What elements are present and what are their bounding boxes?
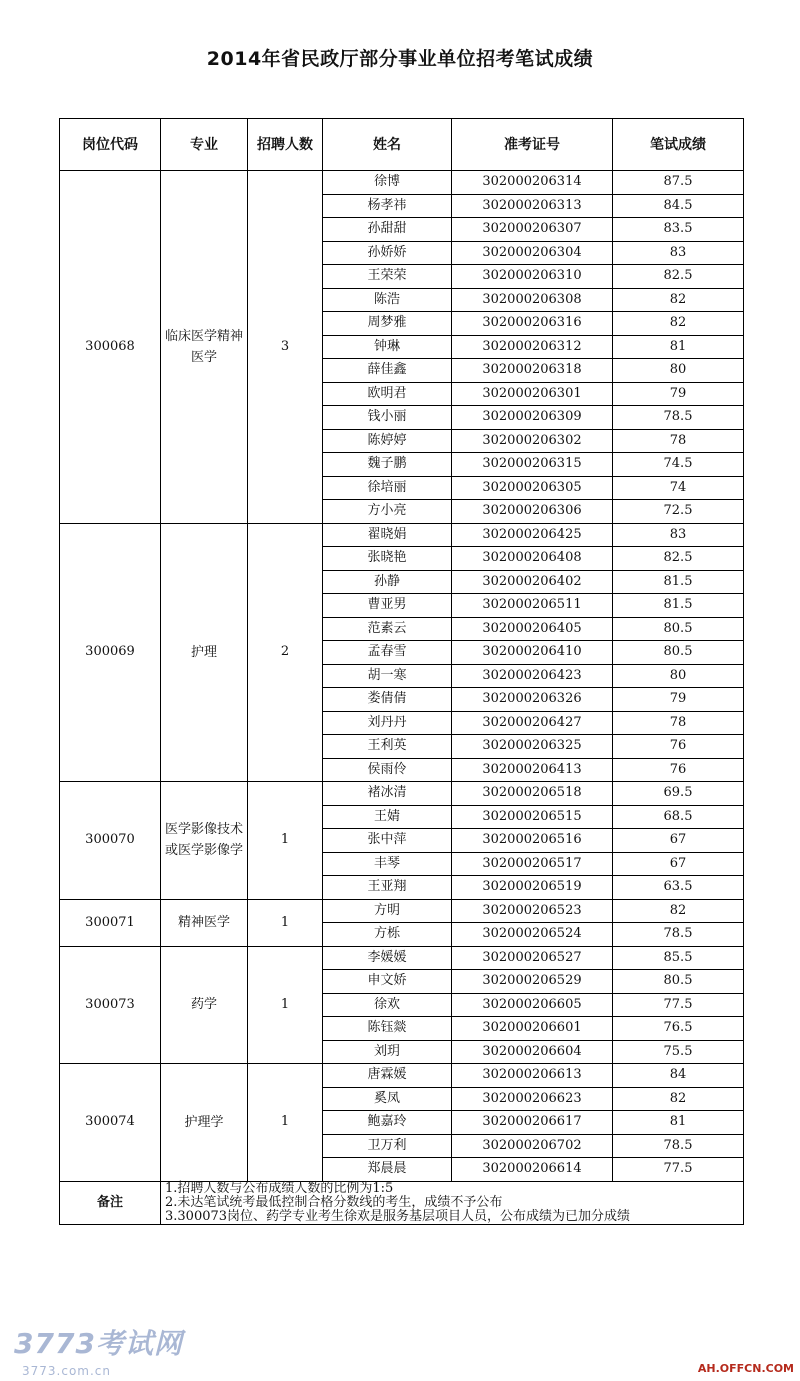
candidate-name-cell: 丰琴 — [323, 852, 452, 876]
candidate-score-cell: 79 — [613, 382, 744, 406]
group-quota-cell: 3 — [248, 171, 323, 524]
note-line: 2.未达笔试统考最低控制合格分数线的考生，成绩不予公布 — [165, 1194, 503, 1210]
candidate-score-cell: 78.5 — [613, 1134, 744, 1158]
candidate-exam-id-cell: 302000206405 — [452, 617, 613, 641]
table-row — [60, 171, 744, 195]
watermark-3773 — [14, 1322, 183, 1378]
candidate-name-cell: 陈婷婷 — [323, 429, 452, 453]
col-header-major: 专业 — [161, 119, 248, 171]
candidate-exam-id-cell: 302000206617 — [452, 1111, 613, 1135]
candidate-score-cell: 85.5 — [613, 946, 744, 970]
candidate-exam-id-cell: 302000206427 — [452, 711, 613, 735]
candidate-name-cell: 钱小丽 — [323, 406, 452, 430]
candidate-exam-id-cell: 302000206318 — [452, 359, 613, 383]
candidate-name-cell: 申文娇 — [323, 970, 452, 994]
candidate-exam-id-cell: 302000206423 — [452, 664, 613, 688]
group-major-cell: 医学影像技术或医学影像学 — [161, 782, 248, 900]
candidate-exam-id-cell: 302000206519 — [452, 876, 613, 900]
candidate-score-cell: 76 — [613, 735, 744, 759]
candidate-exam-id-cell: 302000206326 — [452, 688, 613, 712]
candidate-name-cell: 李媛媛 — [323, 946, 452, 970]
group-code-cell: 300069 — [60, 523, 161, 782]
candidate-name-cell: 孙甜甜 — [323, 218, 452, 242]
group-quota-cell: 1 — [248, 782, 323, 900]
candidate-score-cell: 80.5 — [613, 617, 744, 641]
candidate-score-cell: 84 — [613, 1064, 744, 1088]
candidate-name-cell: 陈钰燚 — [323, 1017, 452, 1041]
candidate-score-cell: 78.5 — [613, 923, 744, 947]
notes-row — [60, 1181, 744, 1224]
candidate-name-cell: 曹亚男 — [323, 594, 452, 618]
group-major-cell: 临床医学精神医学 — [161, 171, 248, 524]
group-code-cell: 300070 — [60, 782, 161, 900]
candidate-name-cell: 王荣荣 — [323, 265, 452, 289]
header-row — [60, 119, 744, 171]
candidate-exam-id-cell: 302000206408 — [452, 547, 613, 571]
col-header-score: 笔试成绩 — [613, 119, 744, 171]
candidate-score-cell: 82 — [613, 1087, 744, 1111]
group-quota-cell: 1 — [248, 946, 323, 1064]
candidate-exam-id-cell: 302000206518 — [452, 782, 613, 806]
candidate-score-cell: 78 — [613, 711, 744, 735]
score-table — [59, 118, 744, 1225]
table-row — [60, 899, 744, 923]
candidate-score-cell: 82 — [613, 312, 744, 336]
candidate-score-cell: 82 — [613, 899, 744, 923]
candidate-name-cell: 徐欢 — [323, 993, 452, 1017]
candidate-exam-id-cell: 302000206529 — [452, 970, 613, 994]
notes-label: 备注 — [60, 1181, 161, 1224]
candidate-name-cell: 王婧 — [323, 805, 452, 829]
candidate-name-cell: 孙静 — [323, 570, 452, 594]
candidate-name-cell: 胡一寒 — [323, 664, 452, 688]
candidate-name-cell: 周梦雅 — [323, 312, 452, 336]
col-header-code: 岗位代码 — [60, 119, 161, 171]
candidate-exam-id-cell: 302000206304 — [452, 241, 613, 265]
candidate-exam-id-cell: 302000206313 — [452, 194, 613, 218]
candidate-score-cell: 80 — [613, 664, 744, 688]
candidate-exam-id-cell: 302000206623 — [452, 1087, 613, 1111]
group-quota-cell: 1 — [248, 899, 323, 946]
group-quota-cell: 1 — [248, 1064, 323, 1182]
candidate-exam-id-cell: 302000206524 — [452, 923, 613, 947]
candidate-exam-id-cell: 302000206511 — [452, 594, 613, 618]
candidate-exam-id-cell: 302000206410 — [452, 641, 613, 665]
watermark-3773-logo: 3773考试网 — [14, 1327, 183, 1360]
candidate-exam-id-cell: 302000206613 — [452, 1064, 613, 1088]
group-code-cell: 300068 — [60, 171, 161, 524]
candidate-exam-id-cell: 302000206601 — [452, 1017, 613, 1041]
candidate-score-cell: 81.5 — [613, 570, 744, 594]
candidate-score-cell: 83 — [613, 523, 744, 547]
candidate-name-cell: 卫万利 — [323, 1134, 452, 1158]
candidate-name-cell: 徐培丽 — [323, 476, 452, 500]
candidate-name-cell: 杨孝祎 — [323, 194, 452, 218]
candidate-name-cell: 翟晓娟 — [323, 523, 452, 547]
candidate-score-cell: 67 — [613, 852, 744, 876]
group-code-cell: 300071 — [60, 899, 161, 946]
candidate-score-cell: 83 — [613, 241, 744, 265]
group-code-cell: 300073 — [60, 946, 161, 1064]
col-header-quota: 招聘人数 — [248, 119, 323, 171]
table-row — [60, 782, 744, 806]
candidate-name-cell: 褚冰清 — [323, 782, 452, 806]
candidate-name-cell: 薛佳鑫 — [323, 359, 452, 383]
group-major-cell: 护理学 — [161, 1064, 248, 1182]
candidate-name-cell: 魏子鹏 — [323, 453, 452, 477]
candidate-exam-id-cell: 302000206305 — [452, 476, 613, 500]
candidate-score-cell: 78 — [613, 429, 744, 453]
candidate-exam-id-cell: 302000206605 — [452, 993, 613, 1017]
group-quota-cell: 2 — [248, 523, 323, 782]
candidate-score-cell: 75.5 — [613, 1040, 744, 1064]
candidate-name-cell: 孙娇娇 — [323, 241, 452, 265]
table-row — [60, 523, 744, 547]
candidate-exam-id-cell: 302000206301 — [452, 382, 613, 406]
note-line: 1.招聘人数与公布成绩人数的比例为1:5 — [165, 1180, 394, 1196]
candidate-name-cell: 方栎 — [323, 923, 452, 947]
candidate-score-cell: 81 — [613, 335, 744, 359]
candidate-exam-id-cell: 302000206604 — [452, 1040, 613, 1064]
candidate-name-cell: 王亚翔 — [323, 876, 452, 900]
candidate-name-cell: 刘丹丹 — [323, 711, 452, 735]
candidate-exam-id-cell: 302000206310 — [452, 265, 613, 289]
candidate-score-cell: 83.5 — [613, 218, 744, 242]
candidate-score-cell: 80.5 — [613, 970, 744, 994]
candidate-name-cell: 侯雨伶 — [323, 758, 452, 782]
group-major-cell: 精神医学 — [161, 899, 248, 946]
candidate-name-cell: 唐霖媛 — [323, 1064, 452, 1088]
candidate-score-cell: 77.5 — [613, 993, 744, 1017]
candidate-exam-id-cell: 302000206302 — [452, 429, 613, 453]
candidate-exam-id-cell: 302000206402 — [452, 570, 613, 594]
candidate-exam-id-cell: 302000206515 — [452, 805, 613, 829]
candidate-name-cell: 刘玥 — [323, 1040, 452, 1064]
candidate-score-cell: 68.5 — [613, 805, 744, 829]
candidate-exam-id-cell: 302000206309 — [452, 406, 613, 430]
candidate-score-cell: 78.5 — [613, 406, 744, 430]
candidate-name-cell: 欧明君 — [323, 382, 452, 406]
group-major-cell: 护理 — [161, 523, 248, 782]
candidate-exam-id-cell: 302000206307 — [452, 218, 613, 242]
candidate-score-cell: 87.5 — [613, 171, 744, 195]
candidate-name-cell: 孟春雪 — [323, 641, 452, 665]
candidate-exam-id-cell: 302000206413 — [452, 758, 613, 782]
candidate-exam-id-cell: 302000206306 — [452, 500, 613, 524]
table-row — [60, 946, 744, 970]
candidate-score-cell: 81 — [613, 1111, 744, 1135]
note-line: 3.300073岗位、药学专业考生徐欢是服务基层项目人员，公布成绩为已加分成绩 — [165, 1208, 631, 1224]
candidate-score-cell: 76.5 — [613, 1017, 744, 1041]
candidate-exam-id-cell: 302000206312 — [452, 335, 613, 359]
candidate-exam-id-cell: 302000206315 — [452, 453, 613, 477]
candidate-score-cell: 81.5 — [613, 594, 744, 618]
candidate-name-cell: 张中萍 — [323, 829, 452, 853]
candidate-score-cell: 80.5 — [613, 641, 744, 665]
candidate-score-cell: 82.5 — [613, 265, 744, 289]
candidate-name-cell: 王利英 — [323, 735, 452, 759]
candidate-name-cell: 方明 — [323, 899, 452, 923]
candidate-exam-id-cell: 302000206516 — [452, 829, 613, 853]
candidate-exam-id-cell: 302000206614 — [452, 1158, 613, 1182]
candidate-exam-id-cell: 302000206308 — [452, 288, 613, 312]
candidate-score-cell: 74.5 — [613, 453, 744, 477]
candidate-score-cell: 82.5 — [613, 547, 744, 571]
watermark-offcn: AH.OFFCN.COM — [697, 1362, 794, 1375]
candidate-exam-id-cell: 302000206314 — [452, 171, 613, 195]
candidate-score-cell: 63.5 — [613, 876, 744, 900]
page-title: 2014年省民政厅部分事业单位招考笔试成绩 — [206, 48, 594, 70]
candidate-name-cell: 方小亮 — [323, 500, 452, 524]
candidate-score-cell: 69.5 — [613, 782, 744, 806]
candidate-name-cell: 张晓艳 — [323, 547, 452, 571]
group-major-cell: 药学 — [161, 946, 248, 1064]
candidate-exam-id-cell: 302000206425 — [452, 523, 613, 547]
candidate-score-cell: 77.5 — [613, 1158, 744, 1182]
candidate-exam-id-cell: 302000206702 — [452, 1134, 613, 1158]
table-row — [60, 1064, 744, 1088]
candidate-name-cell: 郑晨晨 — [323, 1158, 452, 1182]
candidate-name-cell: 范素云 — [323, 617, 452, 641]
watermark-3773-url: 3773.com.cn — [22, 1364, 111, 1378]
candidate-exam-id-cell: 302000206527 — [452, 946, 613, 970]
candidate-score-cell: 74 — [613, 476, 744, 500]
notes-body — [161, 1181, 744, 1224]
candidate-score-cell: 72.5 — [613, 500, 744, 524]
candidate-exam-id-cell: 302000206517 — [452, 852, 613, 876]
candidate-exam-id-cell: 302000206316 — [452, 312, 613, 336]
col-header-name: 姓名 — [323, 119, 452, 171]
candidate-name-cell: 鲍嘉玲 — [323, 1111, 452, 1135]
group-code-cell: 300074 — [60, 1064, 161, 1182]
candidate-score-cell: 82 — [613, 288, 744, 312]
candidate-score-cell: 76 — [613, 758, 744, 782]
candidate-score-cell: 79 — [613, 688, 744, 712]
candidate-name-cell: 徐博 — [323, 171, 452, 195]
candidate-name-cell: 陈浩 — [323, 288, 452, 312]
candidate-name-cell: 钟琳 — [323, 335, 452, 359]
candidate-exam-id-cell: 302000206325 — [452, 735, 613, 759]
candidate-score-cell: 67 — [613, 829, 744, 853]
candidate-name-cell: 娄倩倩 — [323, 688, 452, 712]
col-header-exam-id: 准考证号 — [452, 119, 613, 171]
candidate-name-cell: 奚凤 — [323, 1087, 452, 1111]
candidate-exam-id-cell: 302000206523 — [452, 899, 613, 923]
candidate-score-cell: 80 — [613, 359, 744, 383]
candidate-score-cell: 84.5 — [613, 194, 744, 218]
